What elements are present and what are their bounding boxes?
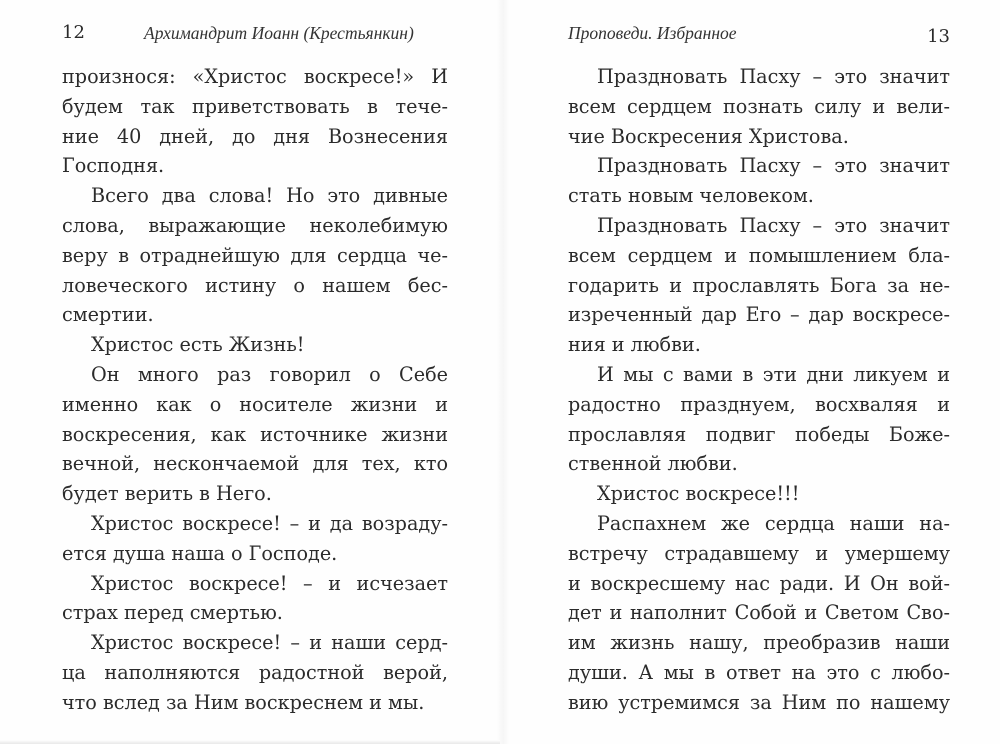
left-running-head [62,21,448,45]
text-line: дет и наполнит Собой и Светом Сво- [568,601,950,625]
text-line: Христос есть Жизнь! [91,333,305,357]
text-line: произнося: «Христос воскресе!» И [62,65,448,88]
text-line: Христос воскресе! – и исчезает [91,571,448,595]
text-line: всем сердцем и помышлением бла- [568,243,950,267]
page-number: 13 [927,26,950,47]
text-line: стать новым человеком. [568,184,814,208]
text-line: чие Воскресения Христова. [568,124,849,148]
text-line: им жизнь нашу, преобразив наши [568,631,950,655]
text-line: Христос воскресе!!! [597,482,800,506]
text-line: будем так приветствовать в тече- [62,94,448,118]
text-line: ется душа наша о Господе. [62,541,338,565]
running-head-author: Архимандрит Иоанн (Крестьянкин) [144,23,414,43]
text-line: Праздновать Пасху – это значит [597,65,950,88]
text-line: Всего два слова! Но это дивные [91,184,448,208]
text-line: встречу страдавшему и умершему [568,541,950,565]
book-gutter [496,0,510,744]
text-line: будет верить в Него. [62,482,272,506]
text-line: ния и любви. [568,333,701,357]
text-line: вечной, нескончаемой для тех, кто [62,452,448,476]
text-line: Праздновать Пасху – это значит [597,213,950,237]
text-line: Господня. [62,154,165,178]
text-line: слова, выражающие неколебимую [62,213,448,237]
right-page [568,0,950,744]
text-line: прославляя подвиг победы Боже- [568,422,950,446]
text-line: веру в отраднейшую для сердца че- [62,243,448,267]
text-line: ственной любви. [568,452,738,476]
running-head-book-title: Проповеди. Избранное [568,23,737,43]
text-line: ние 40 дней, до дня Вознесения [62,124,448,148]
text-line: Праздновать Пасху – это значит [597,154,950,178]
text-line: именно как о носителе жизни и [62,392,448,416]
text-line: изреченный дар Его – дар воскресе- [568,303,950,327]
text-line: смертии. [62,303,154,327]
text-line: всем сердцем познать силу и вели- [568,94,950,118]
text-line: вию устремимся за Ним по нашему [568,690,950,714]
right-page-body [568,62,950,718]
text-line: ца наполняются радостной верой, [62,660,448,684]
right-running-head [568,21,950,45]
text-line: ловеческого истину о нашем бес- [62,273,448,297]
text-line: и воскресшему нас ради. И Он вой- [568,571,950,595]
text-line: Христос воскресе! – и да возраду- [91,511,448,535]
text-line: страх перед смертью. [62,601,283,625]
left-page [62,0,448,744]
left-page-body [62,62,448,718]
text-line: годарить и прославлять Бога за не- [568,273,950,297]
text-line: Распахнем же сердца наши на- [597,511,950,535]
text-line: Он много раз говорил о Себе [91,362,448,386]
text-line: воскресения, как источнике жизни [62,422,448,446]
text-line: души. А мы в ответ на это с любо- [568,660,950,684]
text-line: радостно празднуем, восхваляя и [568,392,950,416]
text-line: Христос воскресе! – и наши серд- [91,631,448,655]
text-line: что вслед за Ним воскреснем и мы. [62,690,425,714]
text-line: И мы с вами в эти дни ликуем и [597,362,950,386]
page-number: 12 [62,22,85,43]
